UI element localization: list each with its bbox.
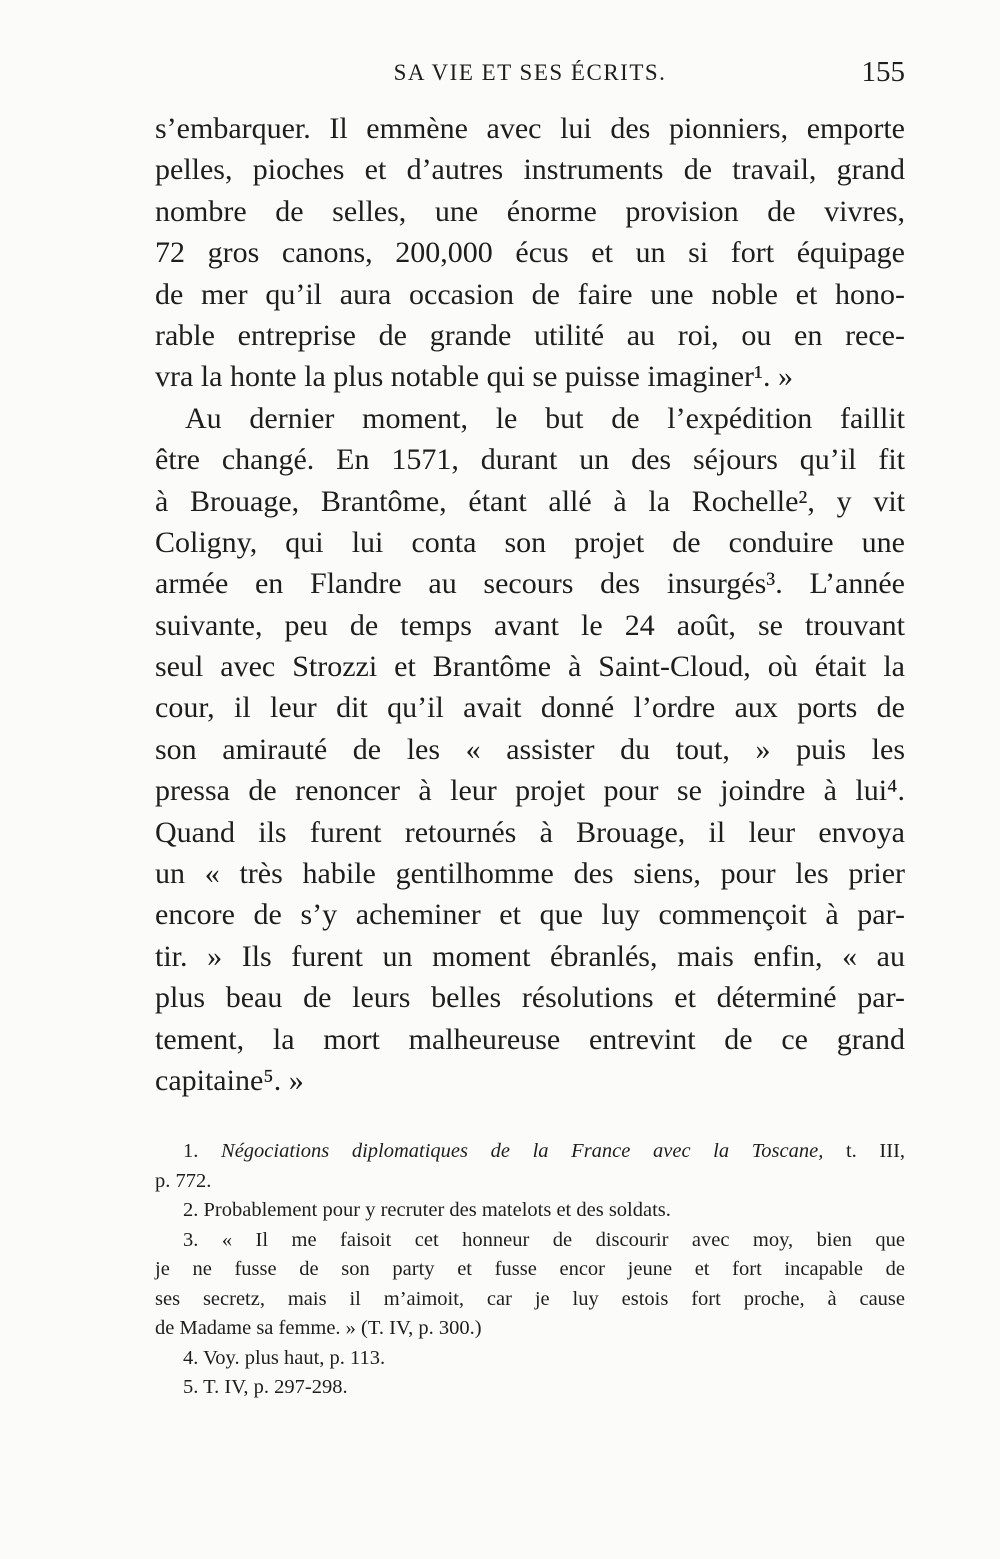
body-line: tement, la mort malheureuse entrevint de ce grand <box>155 1022 905 1056</box>
footnote-3-line-4: de Madame sa femme. » (T. IV, p. 300.) <box>155 1317 482 1339</box>
body-line: de mer qu’il aura occasion de faire une noble et hono- <box>155 277 905 311</box>
footnote-1-title: Négociations diplomatiques de la France avec la Toscane, <box>221 1140 824 1162</box>
body-line: encore de s’y acheminer et que luy commençoit à par- <box>155 898 905 932</box>
footnote-1 <box>155 1137 905 1167</box>
body-line: capitaine⁵. » <box>155 1063 304 1097</box>
body-line: pressa de renoncer à leur projet pour se joindre à lui⁴. <box>155 774 905 808</box>
footnote-1-line-2: p. 772. <box>155 1169 212 1192</box>
body-line: Coligny, qui lui conta son projet de conduire une <box>155 525 905 559</box>
body-line: s’embarquer. Il emmène avec lui des pionniers, emporte <box>155 112 905 145</box>
body-line: son amirauté de les « assister du tout, » puis les <box>155 732 905 766</box>
body-line: pelles, pioches et d’autres instruments de travail, grand <box>155 153 905 187</box>
body-line: vra la honte la plus notable qui se puisse imaginer¹. » <box>155 360 794 394</box>
footnote-2: 2. Probablement pour y recruter des matelots et des soldats. <box>183 1199 671 1221</box>
footnote-3-line-2: je ne fusse de son party et fusse encor jeune et fort incapable de <box>155 1258 905 1280</box>
paragraph-start-line: Au dernier moment, le but de l’expédition faillit <box>185 401 905 435</box>
footnote-4: 4. Voy. plus haut, p. 113. <box>183 1346 386 1369</box>
footnote-1-number: 1. <box>183 1140 199 1162</box>
running-title: SA VIE ET SES ÉCRITS. <box>393 60 667 85</box>
footnotes <box>155 1137 905 1403</box>
page-number: 155 <box>861 56 905 88</box>
body-line: tir. » Ils furent un moment ébranlés, mais enfin, « au <box>155 939 905 973</box>
body-line: être changé. En 1571, durant un des séjours qu’il fit <box>155 443 905 477</box>
body-line: Quand ils furent retournés à Brouage, il leur envoya <box>155 815 905 849</box>
body-line: cour, il leur dit qu’il avait donné l’ordre aux ports de <box>155 691 905 725</box>
body-line: armée en Flandre au secours des insurgés³. L’année <box>155 567 905 601</box>
body-line: à Brouage, Brantôme, étant allé à la Rochelle², y vit <box>155 484 905 518</box>
body-line: un « très habile gentilhomme des siens, pour les prier <box>155 857 905 891</box>
body-line: 72 gros canons, 200,000 écus et un si fort équipage <box>155 236 905 270</box>
running-head <box>155 56 905 94</box>
footnote-1-rest: t. III, <box>845 1140 906 1162</box>
body-line: rable entreprise de grande utilité au roi, ou en rece- <box>155 318 905 352</box>
footnote-3: 3. « Il me faisoit cet honneur de discourir avec moy, bien que <box>183 1228 905 1251</box>
body-line: seul avec Strozzi et Brantôme à Saint-Cloud, où était la <box>155 650 905 684</box>
body-line: nombre de selles, une énorme provision de vivres, <box>155 194 905 228</box>
body-line: plus beau de leurs belles résolutions et déterminé par- <box>155 981 905 1015</box>
footnote-3-line-3: ses secretz, mais il m’aimoit, car je luy estois fort proche, à cause <box>155 1287 905 1310</box>
body-text <box>155 108 905 1101</box>
body-line: suivante, peu de temps avant le 24 août, se trouvant <box>155 608 905 642</box>
footnote-5: 5. T. IV, p. 297-298. <box>183 1376 348 1398</box>
